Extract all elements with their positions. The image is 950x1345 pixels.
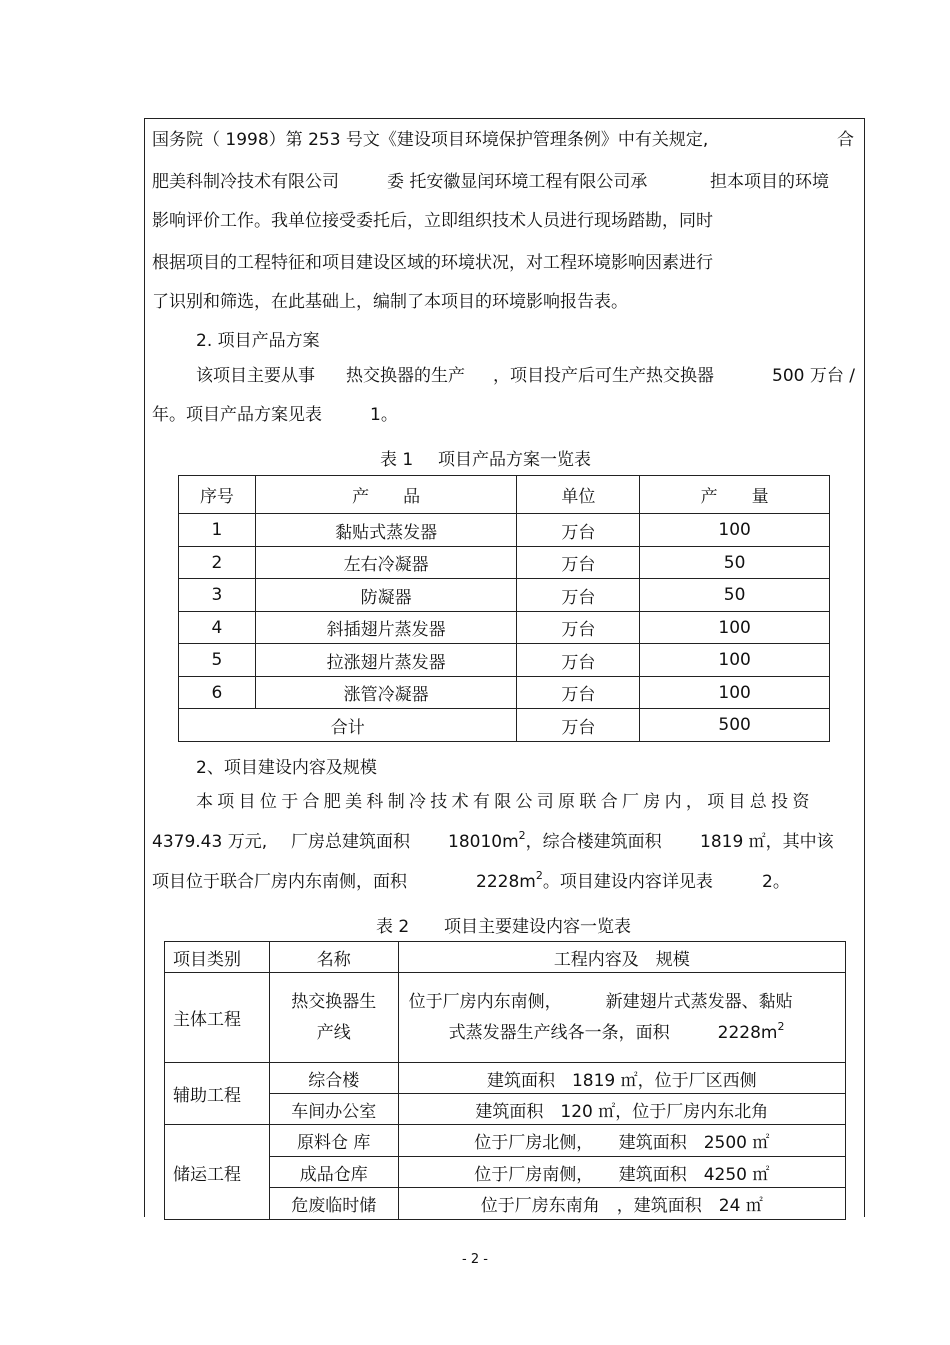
header-unit: 单位 — [517, 476, 640, 514]
table-row — [179, 547, 830, 579]
cell-product: 黏贴式蒸发器 — [255, 514, 517, 547]
intro-line-2b: 委 托安徽显闰环境工程有限公司承 — [387, 172, 648, 192]
header-product: 产 品 — [255, 476, 517, 514]
intro-line-5: 了识别和筛选，在此基础上，编制了本项目的环境影响报告表。 — [152, 292, 628, 312]
cell-unit: 万台 — [517, 612, 640, 644]
cell-index: 1 — [179, 514, 256, 547]
cell-index: 2 — [179, 547, 256, 579]
cell-unit: 万台 — [517, 514, 640, 547]
construction-text-2b: 厂房总建筑面积 — [291, 832, 410, 852]
content-line-1: 位于厂房内东南侧， 新建翅片式蒸发器、黏贴 — [408, 991, 793, 1012]
header-content: 工程内容及 规模 — [398, 942, 845, 973]
cell-output: 100 — [640, 514, 830, 547]
cell-total-unit: 万台 — [517, 709, 640, 742]
cell-content-main — [398, 973, 845, 1063]
cell-name: 成品仓库 — [269, 1157, 398, 1188]
page-number: - 2 - — [462, 1252, 488, 1267]
construction-text-2c: $18010m^2$，综合楼建筑面积 — [448, 829, 662, 852]
cell-category-aux: 辅助工程 — [165, 1063, 270, 1125]
intro-line-2c: 担本项目的环境 — [710, 172, 829, 192]
cell-index: 6 — [179, 677, 256, 709]
intro-line-3: 影响评价工作。我单位接受委托后，立即组织技术人员进行现场踏勘，同时 — [152, 211, 713, 231]
cell-category-storage: 储运工程 — [165, 1125, 270, 1220]
construction-text-3d: 2。 — [762, 872, 790, 892]
cell-unit: 万台 — [517, 579, 640, 612]
product-text-2b: 1。 — [370, 405, 398, 425]
intro-line-1-end: 合 — [837, 130, 854, 150]
cell-output: 100 — [640, 644, 830, 677]
header-name: 名称 — [269, 942, 398, 973]
product-text-1a: 该项目主要从事 — [196, 366, 315, 386]
cell-category-main: 主体工程 — [165, 973, 270, 1063]
cell-total-output: 500 — [640, 709, 830, 742]
table-row — [179, 514, 830, 547]
header-index: 序号 — [179, 476, 256, 514]
cell-product: 涨管冷凝器 — [255, 677, 517, 709]
table2-caption-title: 项目主要建设内容一览表 — [444, 917, 631, 937]
cell-content: 位于厂房北侧， 建筑面积 2500 ㎡ — [398, 1125, 845, 1157]
construction-text-2e: 1819 ㎡，其中该 — [700, 832, 834, 852]
table-total-row — [179, 709, 830, 742]
product-table-header — [179, 476, 830, 514]
table-row-aux-1 — [165, 1063, 846, 1094]
cell-index: 4 — [179, 612, 256, 644]
name-line-2: 产线 — [316, 1022, 351, 1043]
table-row — [179, 579, 830, 612]
construction-text-2a: 4379.43 万元, — [152, 832, 268, 852]
product-text-1d: 500 万台 / — [772, 366, 855, 386]
construction-text-3b: $2228m^2$。项目建设内容详见表 — [476, 869, 713, 892]
cell-product: 拉涨翅片蒸发器 — [255, 644, 517, 677]
cell-unit: 万台 — [517, 547, 640, 579]
intro-line-1: 国务院（ 1998）第 253 号文《建设项目环境保护管理条例》中有关规定, — [152, 130, 709, 150]
cell-output: 100 — [640, 612, 830, 644]
table2-caption-number: 表 2 — [376, 917, 410, 937]
cell-content: 位于厂房东南角 ，建筑面积 24 ㎡ — [398, 1188, 845, 1220]
table-row — [179, 677, 830, 709]
cell-output: 50 — [640, 579, 830, 612]
product-table — [178, 475, 830, 742]
construction-table — [164, 941, 846, 1220]
construction-table-header — [165, 942, 846, 973]
section-heading-construction: 2、项目建设内容及规模 — [196, 758, 377, 778]
cell-content: 建筑面积 120 ㎡，位于厂房内东北角 — [398, 1094, 845, 1125]
cell-content: 位于厂房南侧， 建筑面积 4250 ㎡ — [398, 1157, 845, 1188]
table1-caption-title: 项目产品方案一览表 — [438, 450, 591, 470]
cell-unit: 万台 — [517, 677, 640, 709]
cell-name: 危废临时储 — [269, 1188, 398, 1220]
cell-name: 车间办公室 — [269, 1094, 398, 1125]
construction-text-1: 本项目位于合肥美科制冷技术有限公司原联合厂房内，项目总投资 — [196, 792, 814, 812]
cell-output: 100 — [640, 677, 830, 709]
product-text-1b: 热交换器的生产 — [346, 366, 465, 386]
table-row — [179, 612, 830, 644]
cell-index: 5 — [179, 644, 256, 677]
intro-line-4: 根据项目的工程特征和项目建设区域的环境状况，对工程环境影响因素进行 — [152, 253, 713, 273]
table-row-main-project — [165, 973, 846, 1063]
table1-caption-number: 表 1 — [380, 450, 414, 470]
intro-line-2a: 肥美科制冷技术有限公司 — [152, 172, 339, 192]
header-output: 产 量 — [640, 476, 830, 514]
cell-name: 原料仓 库 — [269, 1125, 398, 1157]
content-line-2: 式蒸发器生产线各一条，面积 $2228m^2$ — [448, 1019, 785, 1043]
cell-content: 建筑面积 1819 ㎡，位于厂区西侧 — [398, 1063, 845, 1094]
table-row — [179, 644, 830, 677]
cell-output: 50 — [640, 547, 830, 579]
construction-text-3a: 项目位于联合厂房内东南侧，面积 — [152, 872, 407, 892]
product-text-1c: ，项目投产后可生产热交换器 — [493, 366, 714, 386]
cell-name-main — [269, 973, 398, 1063]
table-row-storage-1 — [165, 1125, 846, 1157]
cell-product: 防凝器 — [255, 579, 517, 612]
cell-name: 综合楼 — [269, 1063, 398, 1094]
cell-index: 3 — [179, 579, 256, 612]
cell-total-label: 合计 — [179, 709, 517, 742]
cell-unit: 万台 — [517, 644, 640, 677]
section-heading-product-plan: 2. 项目产品方案 — [196, 331, 320, 351]
cell-product: 左右冷凝器 — [255, 547, 517, 579]
header-category: 项目类别 — [165, 942, 270, 973]
name-line-1: 热交换器生 — [291, 991, 377, 1012]
cell-product: 斜插翅片蒸发器 — [255, 612, 517, 644]
product-text-2a: 年。项目产品方案见表 — [152, 405, 322, 425]
